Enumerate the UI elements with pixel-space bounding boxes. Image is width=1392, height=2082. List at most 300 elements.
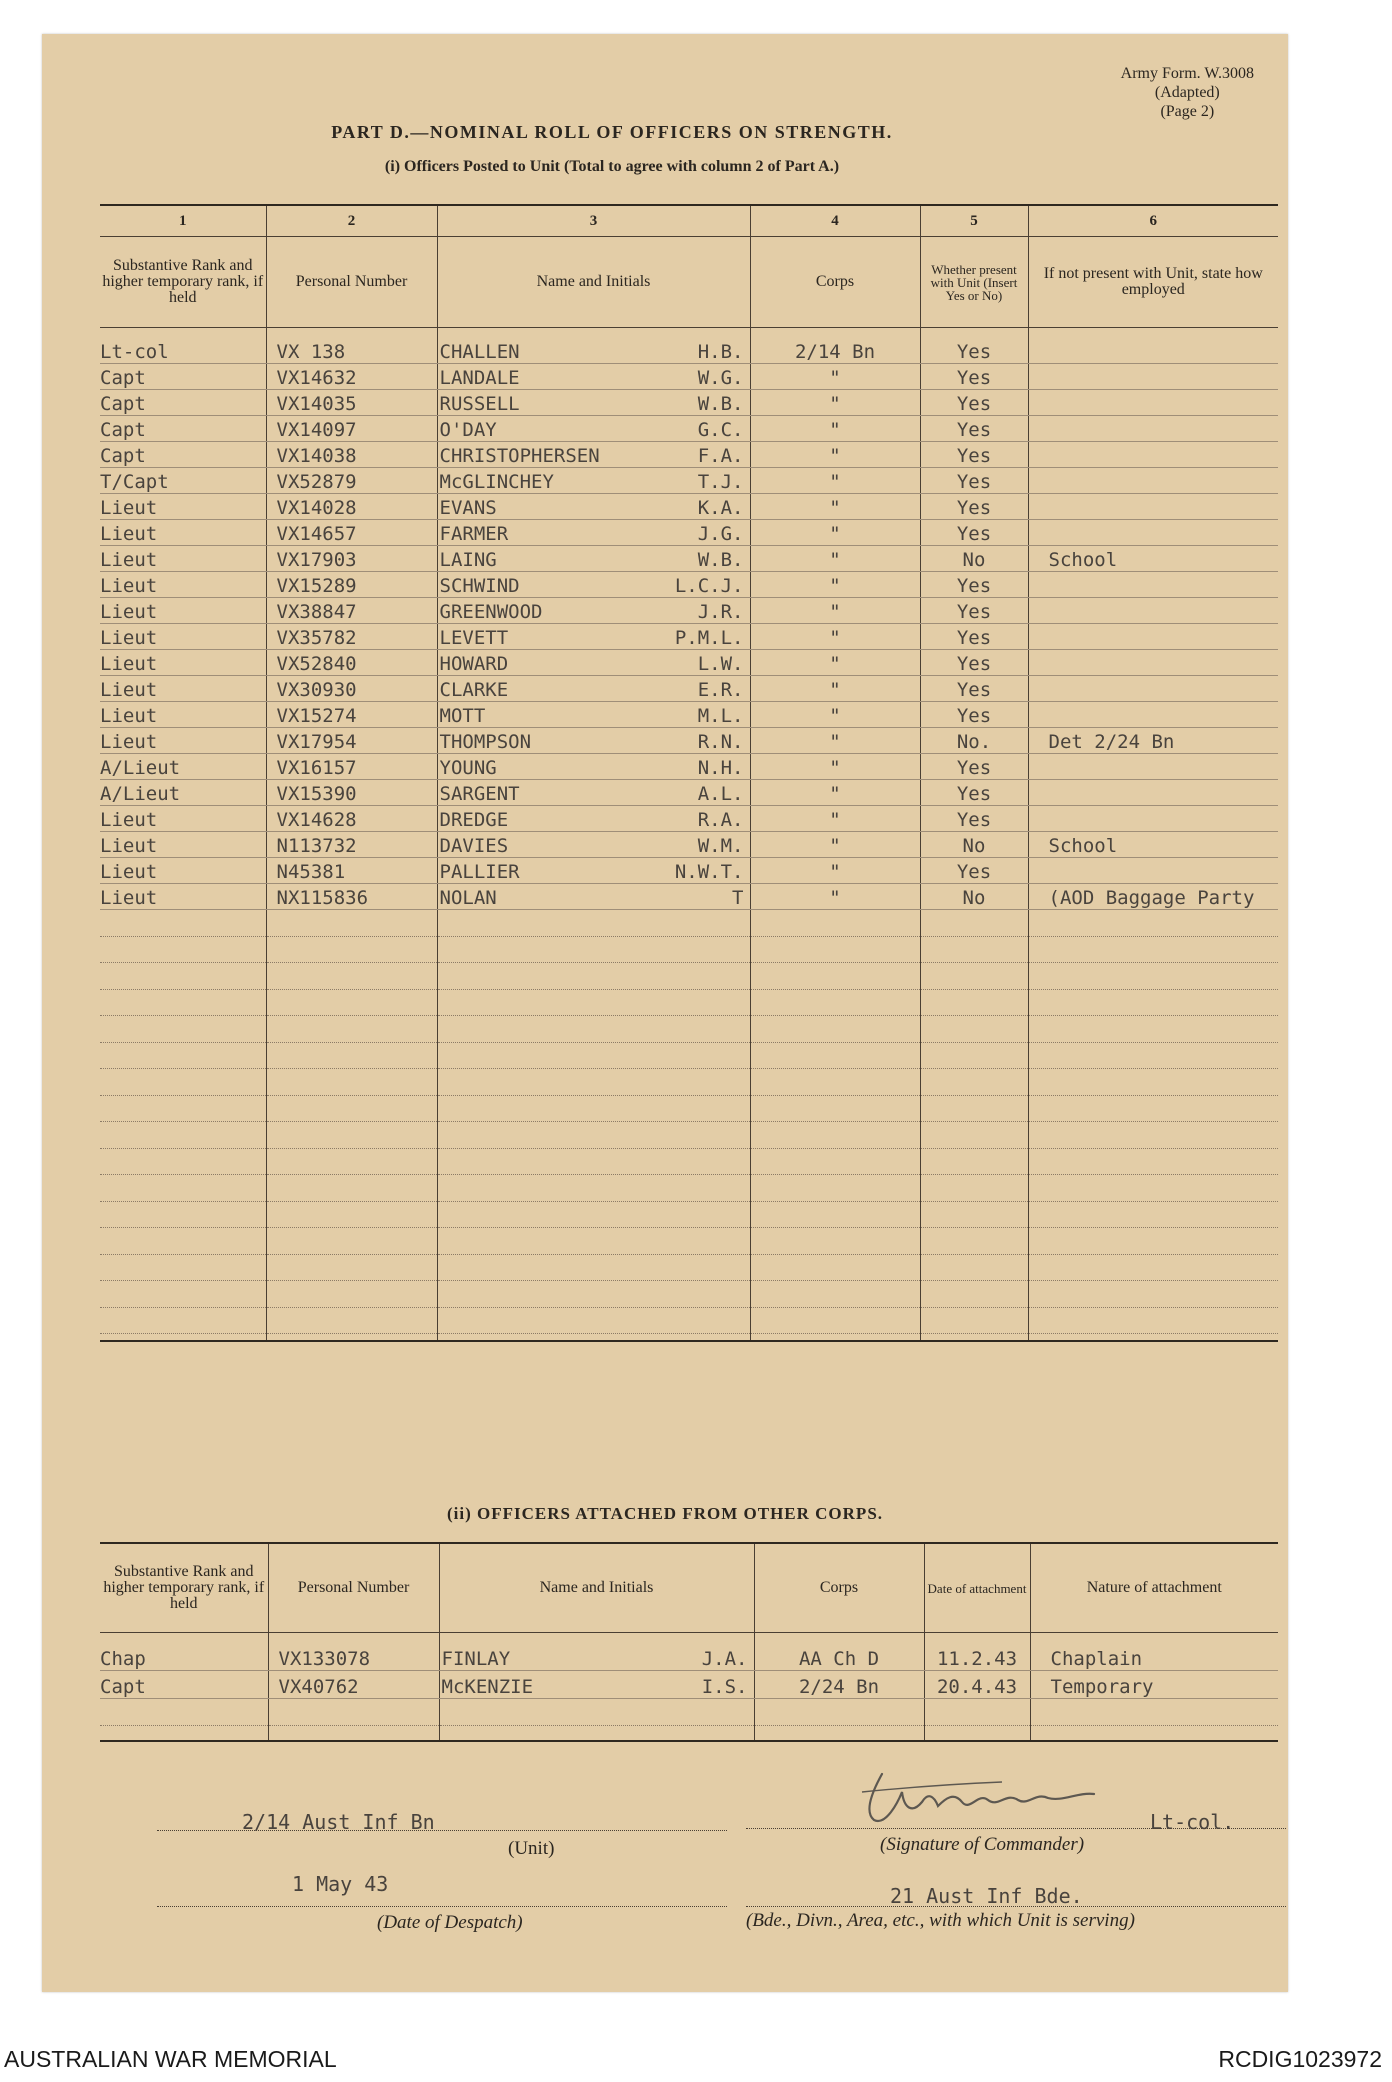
- attached-header-row: [100, 1543, 1278, 1633]
- blank-cell: [266, 1042, 437, 1069]
- personal-number-cell: VX14657: [266, 520, 437, 546]
- blank-cell: [750, 1228, 920, 1255]
- header-name: Name and Initials: [439, 1543, 754, 1633]
- attached-section-title: (ii) OFFICERS ATTACHED FROM OTHER CORPS.: [446, 1504, 884, 1523]
- personal-number-cell: VX30930: [266, 676, 437, 702]
- rank-cell: T/Capt: [100, 468, 266, 494]
- corps-cell: ": [750, 858, 920, 884]
- initials: K.A.: [697, 497, 744, 519]
- corps-cell: ": [750, 884, 920, 910]
- surname: CHALLEN: [439, 341, 520, 363]
- blank-cell: [750, 1307, 920, 1334]
- formation-caption: (Bde., Divn., Area, etc., with which Unit is serving): [746, 1910, 1135, 1931]
- column-number: 5: [920, 205, 1028, 237]
- personal-number-cell: VX14028: [266, 494, 437, 520]
- blank-cell: [1028, 936, 1278, 963]
- blank-cell: [100, 1725, 268, 1741]
- blank-cell: [1028, 1042, 1278, 1069]
- blank-cell: [437, 1201, 750, 1228]
- personal-number-cell: VX15274: [266, 702, 437, 728]
- name-wrap: [438, 679, 750, 701]
- commander-rank: Lt-col.: [1150, 1810, 1235, 1834]
- employed-cell: [1028, 520, 1278, 546]
- name-cell: [437, 546, 750, 572]
- form-number: Army Form. W.3008: [1120, 65, 1254, 82]
- initials: H.B.: [697, 341, 744, 363]
- personal-number-cell: VX38847: [266, 598, 437, 624]
- blank-cell: [437, 936, 750, 963]
- blank-cell: [439, 1699, 754, 1726]
- personal-number-cell: VX16157: [266, 754, 437, 780]
- blank-row: [100, 1095, 1278, 1122]
- blank-cell: [920, 1254, 1028, 1281]
- blank-cell: [437, 1069, 750, 1096]
- blank-cell: [920, 1042, 1028, 1069]
- rank-cell: Lieut: [100, 806, 266, 832]
- name-cell: [437, 728, 750, 754]
- employed-cell: [1028, 468, 1278, 494]
- rank-cell: Capt: [100, 416, 266, 442]
- header-corps: Corps: [750, 237, 920, 328]
- employed-cell: [1028, 806, 1278, 832]
- personal-number-cell: VX15390: [266, 780, 437, 806]
- blank-cell: [1028, 1254, 1278, 1281]
- blank-cell: [100, 1201, 266, 1228]
- employed-cell: [1028, 442, 1278, 468]
- initials: F.A.: [697, 445, 744, 467]
- column-number: 3: [437, 205, 750, 237]
- blank-cell: [754, 1699, 924, 1726]
- table-end-row: [100, 1334, 1278, 1342]
- date-caption: (Date of Despatch): [377, 1912, 523, 1933]
- blank-cell: [437, 963, 750, 990]
- blank-cell: [920, 1175, 1028, 1202]
- form-reference: [1121, 64, 1254, 121]
- signature-line: [746, 1828, 1286, 1829]
- rank-cell: Capt: [100, 1671, 268, 1699]
- corps-cell: ": [750, 624, 920, 650]
- present-cell: Yes: [920, 754, 1028, 780]
- table-row: [100, 442, 1278, 468]
- name-wrap: [438, 575, 750, 597]
- signature-caption: (Signature of Commander): [880, 1834, 1085, 1855]
- corps-cell: 2/24 Bn: [754, 1671, 924, 1699]
- commander-signature: [842, 1762, 1152, 1830]
- blank-cell: [920, 1122, 1028, 1149]
- blank-cell: [437, 989, 750, 1016]
- present-cell: Yes: [920, 702, 1028, 728]
- initials: E.R.: [697, 679, 744, 701]
- corps-cell: ": [750, 754, 920, 780]
- blank-cell: [920, 1201, 1028, 1228]
- blank-cell: [266, 936, 437, 963]
- table-row: [100, 364, 1278, 390]
- present-cell: Yes: [920, 780, 1028, 806]
- blank-cell: [100, 1307, 266, 1334]
- blank-cell: [920, 1228, 1028, 1255]
- corps-cell: ": [750, 494, 920, 520]
- blank-cell: [920, 989, 1028, 1016]
- employed-cell: School: [1028, 546, 1278, 572]
- name-cell: [437, 468, 750, 494]
- column-number: 4: [750, 205, 920, 237]
- initials: N.H.: [697, 757, 744, 779]
- name-cell: [437, 884, 750, 910]
- name-wrap: [438, 705, 750, 727]
- corps-cell: ": [750, 806, 920, 832]
- blank-cell: [100, 1148, 266, 1175]
- blank-cell: [266, 1307, 437, 1334]
- table-row: [100, 338, 1278, 364]
- table-row: [100, 832, 1278, 858]
- employed-cell: [1028, 702, 1278, 728]
- name-wrap: [438, 627, 750, 649]
- blank-cell: [1028, 1069, 1278, 1096]
- present-cell: Yes: [920, 624, 1028, 650]
- blank-cell: [920, 1307, 1028, 1334]
- blank-cell: [924, 1725, 1030, 1741]
- blank-cell: [1028, 1307, 1278, 1334]
- corps-cell: ": [750, 572, 920, 598]
- name-wrap: [440, 1648, 754, 1670]
- blank-cell: [750, 1281, 920, 1308]
- corps-cell: ": [750, 832, 920, 858]
- blank-cell: [100, 1228, 266, 1255]
- spacer-row: [100, 328, 1278, 339]
- blank-cell: [1028, 1175, 1278, 1202]
- formation-value: 21 Aust Inf Bde.: [890, 1884, 1083, 1908]
- blank-cell: [754, 1725, 924, 1741]
- name-wrap: [438, 471, 750, 493]
- header-personal-number: Personal Number: [268, 1543, 439, 1633]
- present-cell: Yes: [920, 572, 1028, 598]
- blank-cell: [437, 1307, 750, 1334]
- table-row: [100, 702, 1278, 728]
- blank-cell: [437, 1122, 750, 1149]
- rank-cell: Lieut: [100, 832, 266, 858]
- initials: J.A.: [701, 1648, 748, 1670]
- table-row: [100, 858, 1278, 884]
- personal-number-cell: VX 138: [266, 338, 437, 364]
- present-cell: Yes: [920, 390, 1028, 416]
- page-subtitle: (i) Officers Posted to Unit (Total to agree with column 2 of Part A.): [384, 158, 840, 175]
- surname: SCHWIND: [439, 575, 520, 597]
- personal-number-cell: VX52840: [266, 650, 437, 676]
- blank-row: [100, 1016, 1278, 1043]
- initials: I.S.: [701, 1676, 748, 1698]
- blank-cell: [750, 1334, 920, 1342]
- blank-cell: [1028, 1122, 1278, 1149]
- blank-cell: [1028, 1334, 1278, 1342]
- employed-cell: [1028, 780, 1278, 806]
- blank-cell: [100, 1254, 266, 1281]
- formation-line: [746, 1906, 1286, 1907]
- rank-cell: Lieut: [100, 858, 266, 884]
- employed-cell: [1028, 364, 1278, 390]
- initials: W.M.: [697, 835, 744, 857]
- blank-cell: [100, 989, 266, 1016]
- present-cell: Yes: [920, 468, 1028, 494]
- initials: R.N.: [697, 731, 744, 753]
- blank-cell: [266, 1201, 437, 1228]
- employed-cell: [1028, 390, 1278, 416]
- personal-number-cell: VX133078: [268, 1643, 439, 1671]
- name-cell: [437, 650, 750, 676]
- name-wrap: [438, 393, 750, 415]
- initials: L.C.J.: [674, 575, 744, 597]
- rank-cell: Lieut: [100, 884, 266, 910]
- surname: LEVETT: [439, 627, 509, 649]
- date-line: [157, 1906, 727, 1907]
- blank-row: [100, 1201, 1278, 1228]
- surname: O'DAY: [439, 419, 497, 441]
- page-title: PART D.—NOMINAL ROLL OF OFFICERS ON STRENGTH.: [331, 122, 893, 142]
- personal-number-cell: N113732: [266, 832, 437, 858]
- employed-cell: [1028, 650, 1278, 676]
- personal-number-cell: VX14632: [266, 364, 437, 390]
- table-row: [100, 598, 1278, 624]
- header-name: Name and Initials: [437, 237, 750, 328]
- name-wrap: [438, 861, 750, 883]
- personal-number-cell: VX14035: [266, 390, 437, 416]
- blank-cell: [266, 1281, 437, 1308]
- surname: McGLINCHEY: [439, 471, 554, 493]
- blank-cell: [437, 1148, 750, 1175]
- blank-row: [100, 1175, 1278, 1202]
- employed-cell: (AOD Baggage Party: [1028, 884, 1278, 910]
- blank-cell: [924, 1699, 1030, 1726]
- header-rank: Substantive Rank and higher temporary rank, if held: [100, 1543, 268, 1633]
- officers-table: [100, 204, 1278, 1342]
- table-row: [100, 754, 1278, 780]
- table-row: [100, 468, 1278, 494]
- name-wrap: [438, 653, 750, 675]
- attached-officers-table: [100, 1542, 1278, 1742]
- corps-cell: ": [750, 728, 920, 754]
- present-cell: No: [920, 546, 1028, 572]
- date-value: 1 May 43: [292, 1872, 389, 1896]
- surname: PALLIER: [439, 861, 520, 883]
- name-cell: [437, 598, 750, 624]
- surname: FINLAY: [441, 1648, 511, 1670]
- employed-cell: [1028, 624, 1278, 650]
- present-cell: Yes: [920, 676, 1028, 702]
- blank-row: [100, 1069, 1278, 1096]
- present-cell: No: [920, 884, 1028, 910]
- table-end-row: [100, 1725, 1278, 1741]
- present-cell: Yes: [920, 806, 1028, 832]
- blank-cell: [1030, 1725, 1278, 1741]
- blank-cell: [266, 1334, 437, 1342]
- blank-cell: [437, 1334, 750, 1342]
- name-wrap: [438, 549, 750, 571]
- rank-cell: Capt: [100, 364, 266, 390]
- header-present: Whether present with Unit (Insert Yes or No): [920, 237, 1028, 328]
- blank-cell: [750, 1175, 920, 1202]
- name-wrap: [438, 601, 750, 623]
- rank-cell: Lieut: [100, 572, 266, 598]
- blank-cell: [100, 963, 266, 990]
- date-cell: 20.4.43: [924, 1671, 1030, 1699]
- blank-cell: [266, 1122, 437, 1149]
- column-number: 6: [1028, 205, 1278, 237]
- surname: GREENWOOD: [439, 601, 543, 623]
- personal-number-cell: VX17903: [266, 546, 437, 572]
- present-cell: No.: [920, 728, 1028, 754]
- blank-row: [100, 910, 1278, 937]
- blank-cell: [750, 1095, 920, 1122]
- blank-cell: [100, 1281, 266, 1308]
- blank-cell: [437, 1228, 750, 1255]
- name-wrap: [438, 887, 750, 909]
- corps-cell: ": [750, 468, 920, 494]
- blank-cell: [920, 1069, 1028, 1096]
- name-cell: [437, 624, 750, 650]
- surname: CHRISTOPHERSEN: [439, 445, 600, 467]
- employed-cell: [1028, 338, 1278, 364]
- blank-cell: [750, 1042, 920, 1069]
- initials: J.G.: [697, 523, 744, 545]
- header-nature: Nature of attachment: [1030, 1543, 1278, 1633]
- employed-cell: [1028, 494, 1278, 520]
- table-row: [100, 884, 1278, 910]
- surname: YOUNG: [439, 757, 497, 779]
- name-wrap: [438, 445, 750, 467]
- blank-cell: [437, 1042, 750, 1069]
- column-number: 1: [100, 205, 266, 237]
- personal-number-cell: VX52879: [266, 468, 437, 494]
- blank-row: [100, 1307, 1278, 1334]
- blank-cell: [100, 910, 266, 937]
- name-wrap: [438, 835, 750, 857]
- rank-cell: Lieut: [100, 520, 266, 546]
- unit-value: 2/14 Aust Inf Bn: [242, 1810, 435, 1834]
- surname: DAVIES: [439, 835, 509, 857]
- archive-credit: AUSTRALIAN WAR MEMORIAL: [4, 2046, 337, 2072]
- surname: LANDALE: [439, 367, 520, 389]
- blank-row: [100, 1228, 1278, 1255]
- initials: N.W.T.: [674, 861, 744, 883]
- name-cell: [437, 676, 750, 702]
- rank-cell: Lieut: [100, 728, 266, 754]
- blank-cell: [266, 910, 437, 937]
- blank-cell: [100, 1122, 266, 1149]
- rank-cell: A/Lieut: [100, 780, 266, 806]
- table-row: [100, 806, 1278, 832]
- name-cell: [437, 832, 750, 858]
- employed-cell: Det 2/24 Bn: [1028, 728, 1278, 754]
- blank-cell: [1028, 1095, 1278, 1122]
- table-row: [100, 650, 1278, 676]
- blank-row: [100, 1148, 1278, 1175]
- rank-cell: Lieut: [100, 598, 266, 624]
- blank-cell: [920, 1334, 1028, 1342]
- blank-cell: [100, 1095, 266, 1122]
- name-cell: [439, 1643, 754, 1671]
- surname: SARGENT: [439, 783, 520, 805]
- rank-cell: Capt: [100, 390, 266, 416]
- table-row: [100, 1643, 1278, 1671]
- rank-cell: A/Lieut: [100, 754, 266, 780]
- blank-row: [100, 936, 1278, 963]
- corps-cell: ": [750, 390, 920, 416]
- blank-cell: [100, 1042, 266, 1069]
- employed-cell: [1028, 416, 1278, 442]
- blank-cell: [268, 1725, 439, 1741]
- corps-cell: ": [750, 780, 920, 806]
- header-personal-number: Personal Number: [266, 237, 437, 328]
- personal-number-cell: VX14628: [266, 806, 437, 832]
- corps-cell: ": [750, 676, 920, 702]
- blank-row: [100, 1122, 1278, 1149]
- surname: MOTT: [439, 705, 486, 727]
- blank-cell: [268, 1699, 439, 1726]
- name-wrap: [438, 809, 750, 831]
- initials: W.B.: [697, 393, 744, 415]
- blank-cell: [266, 1016, 437, 1043]
- name-cell: [437, 702, 750, 728]
- blank-cell: [750, 1148, 920, 1175]
- blank-cell: [437, 1175, 750, 1202]
- initials: L.W.: [697, 653, 744, 675]
- blank-cell: [920, 1281, 1028, 1308]
- present-cell: Yes: [920, 650, 1028, 676]
- blank-cell: [1028, 1201, 1278, 1228]
- blank-cell: [437, 1254, 750, 1281]
- blank-cell: [750, 963, 920, 990]
- surname: NOLAN: [439, 887, 497, 909]
- initials: A.L.: [697, 783, 744, 805]
- rank-cell: Lieut: [100, 650, 266, 676]
- rank-cell: Lieut: [100, 624, 266, 650]
- corps-cell: ": [750, 650, 920, 676]
- column-header-row: [100, 237, 1278, 328]
- blank-cell: [266, 963, 437, 990]
- name-wrap: [438, 341, 750, 363]
- blank-cell: [266, 1095, 437, 1122]
- surname: DREDGE: [439, 809, 509, 831]
- corps-cell: ": [750, 442, 920, 468]
- blank-cell: [750, 1016, 920, 1043]
- table-row: [100, 520, 1278, 546]
- name-cell: [437, 364, 750, 390]
- table-row: [100, 624, 1278, 650]
- name-cell: [437, 780, 750, 806]
- name-cell: [437, 338, 750, 364]
- blank-cell: [1028, 1016, 1278, 1043]
- blank-cell: [750, 989, 920, 1016]
- blank-cell: [100, 1069, 266, 1096]
- column-number-row: [100, 205, 1278, 237]
- name-cell: [437, 572, 750, 598]
- table-row: [100, 390, 1278, 416]
- surname: THOMPSON: [439, 731, 532, 753]
- blank-cell: [1028, 1281, 1278, 1308]
- blank-cell: [266, 1148, 437, 1175]
- date-cell: 11.2.43: [924, 1643, 1030, 1671]
- present-cell: Yes: [920, 338, 1028, 364]
- blank-cell: [920, 963, 1028, 990]
- name-cell: [437, 442, 750, 468]
- initials: W.B.: [697, 549, 744, 571]
- blank-cell: [1028, 1228, 1278, 1255]
- employed-cell: [1028, 858, 1278, 884]
- blank-cell: [100, 936, 266, 963]
- surname: HOWARD: [439, 653, 509, 675]
- corps-cell: ": [750, 364, 920, 390]
- blank-cell: [750, 936, 920, 963]
- table-row: [100, 676, 1278, 702]
